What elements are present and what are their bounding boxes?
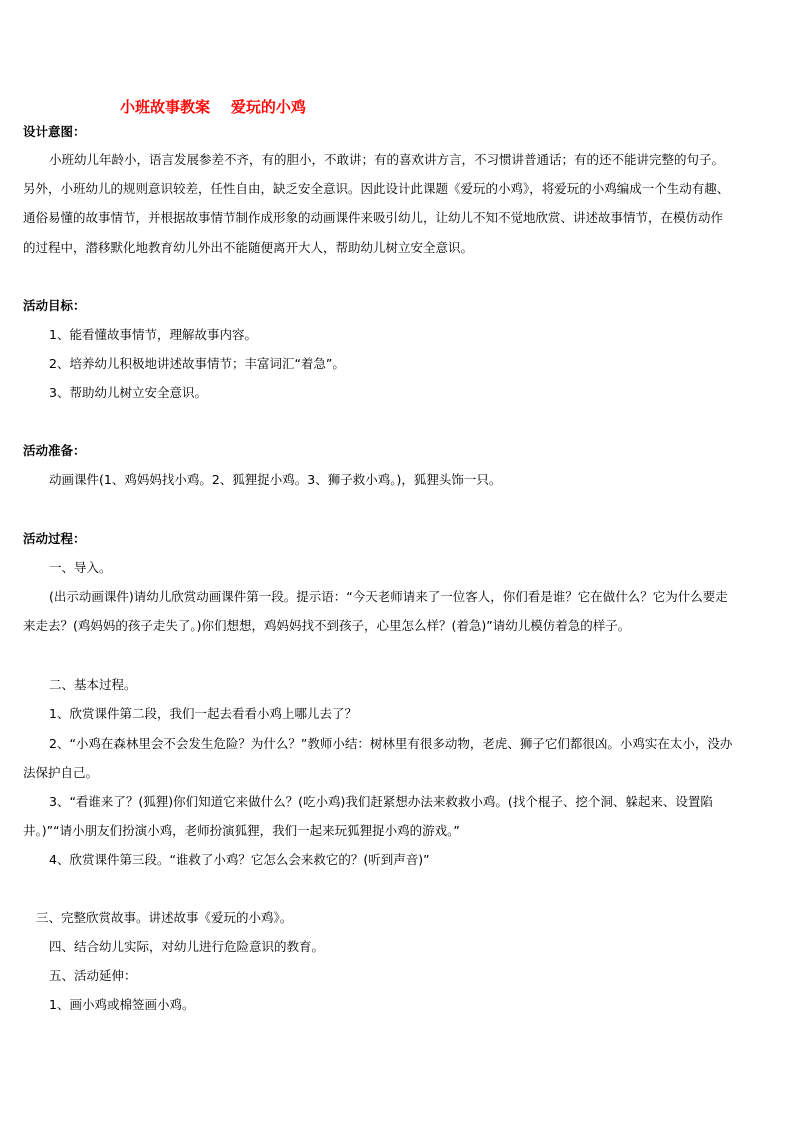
process-heading: 活动过程：	[23, 531, 86, 546]
goals-heading: 活动目标：	[23, 298, 86, 313]
prep-heading: 活动准备：	[23, 443, 86, 458]
basic-step-2-line: 法保护自己。	[23, 765, 99, 780]
goal-item: 3、帮助幼儿树立安全意识。	[49, 385, 207, 400]
design-paragraph-line: 另外，小班幼儿的规则意识较差，任性自由，缺乏安全意识。因此设计此课题《爱玩的小鸡》，将爱玩的小鸡编成一个生动有趣、	[23, 181, 730, 196]
goal-item: 1、能看懂故事情节，理解故事内容。	[49, 327, 257, 342]
basic-step-4: 4、欣赏课件第三段。“谁救了小鸡？它怎么会来救它的？(听到声音)”	[49, 852, 430, 867]
basic-step-1: 1、欣赏课件第二段，我们一起去看看小鸡上哪儿去了？	[49, 706, 357, 721]
part-5: 五、活动延伸：	[49, 968, 137, 983]
prep-text: 动画课件(1、鸡妈妈找小鸡。2、狐狸捉小鸡。3、狮子救小鸡。)，狐狸头饰一只。	[49, 472, 502, 487]
design-paragraph-line: 通俗易懂的故事情节，并根据故事情节制作成形象的动画课件来吸引幼儿，让幼儿不知不觉地欣赏、讲述故事情节，在模仿动作	[23, 210, 724, 225]
intro-paragraph-line: (出示动画课件)请幼儿欣赏动画课件第一段。提示语：“今天老师请来了一位客人，你们看是谁？它在做什么？它为什么要走	[49, 589, 728, 604]
document-title: 小班故事教案 爱玩的小鸡	[120, 98, 306, 116]
basic-step-3-line: 3、“看谁来了？(狐狸)你们知道它来做什么？(吃小鸡)我们赶紧想办法来救救小鸡。(找个棍子、挖个洞、躲起来、设置陷	[49, 794, 713, 809]
design-heading: 设计意图：	[23, 124, 86, 139]
basic-step-2-line: 2、“小鸡在森林里会不会发生危险？为什么？”教师小结：树林里有很多动物，老虎、狮子它们都很凶。小鸡实在太小，没办	[49, 736, 733, 751]
part-5-item-1: 1、画小鸡或棉签画小鸡。	[49, 997, 195, 1012]
part-3: 三、完整欣赏故事。讲述故事《爱玩的小鸡》。	[36, 910, 293, 925]
design-paragraph-line: 小班幼儿年龄小，语言发展参差不齐，有的胆小，不敢讲；有的喜欢讲方言，不习惯讲普通话；有的还不能讲完整的句子。	[49, 152, 725, 167]
part-4: 四、结合幼儿实际，对幼儿进行危险意识的教育。	[49, 939, 325, 954]
basic-title: 二、基本过程。	[49, 677, 137, 692]
goal-item: 2、培养幼儿积极地讲述故事情节；丰富词汇“着急”。	[49, 356, 345, 371]
intro-title: 一、导入。	[49, 560, 112, 575]
design-paragraph-line: 的过程中，潜移默化地教育幼儿外出不能随便离开大人，帮助幼儿树立安全意识。	[23, 240, 474, 255]
basic-step-3-line: 井。)”“请小朋友们扮演小鸡，老师扮演狐狸，我们一起来玩狐狸捉小鸡的游戏。”	[23, 823, 460, 838]
intro-paragraph-line: 来走去？(鸡妈妈的孩子走失了。)你们想想，鸡妈妈找不到孩子，心里怎么样？(着急)”请幼儿模仿着急的样子。	[23, 618, 631, 633]
